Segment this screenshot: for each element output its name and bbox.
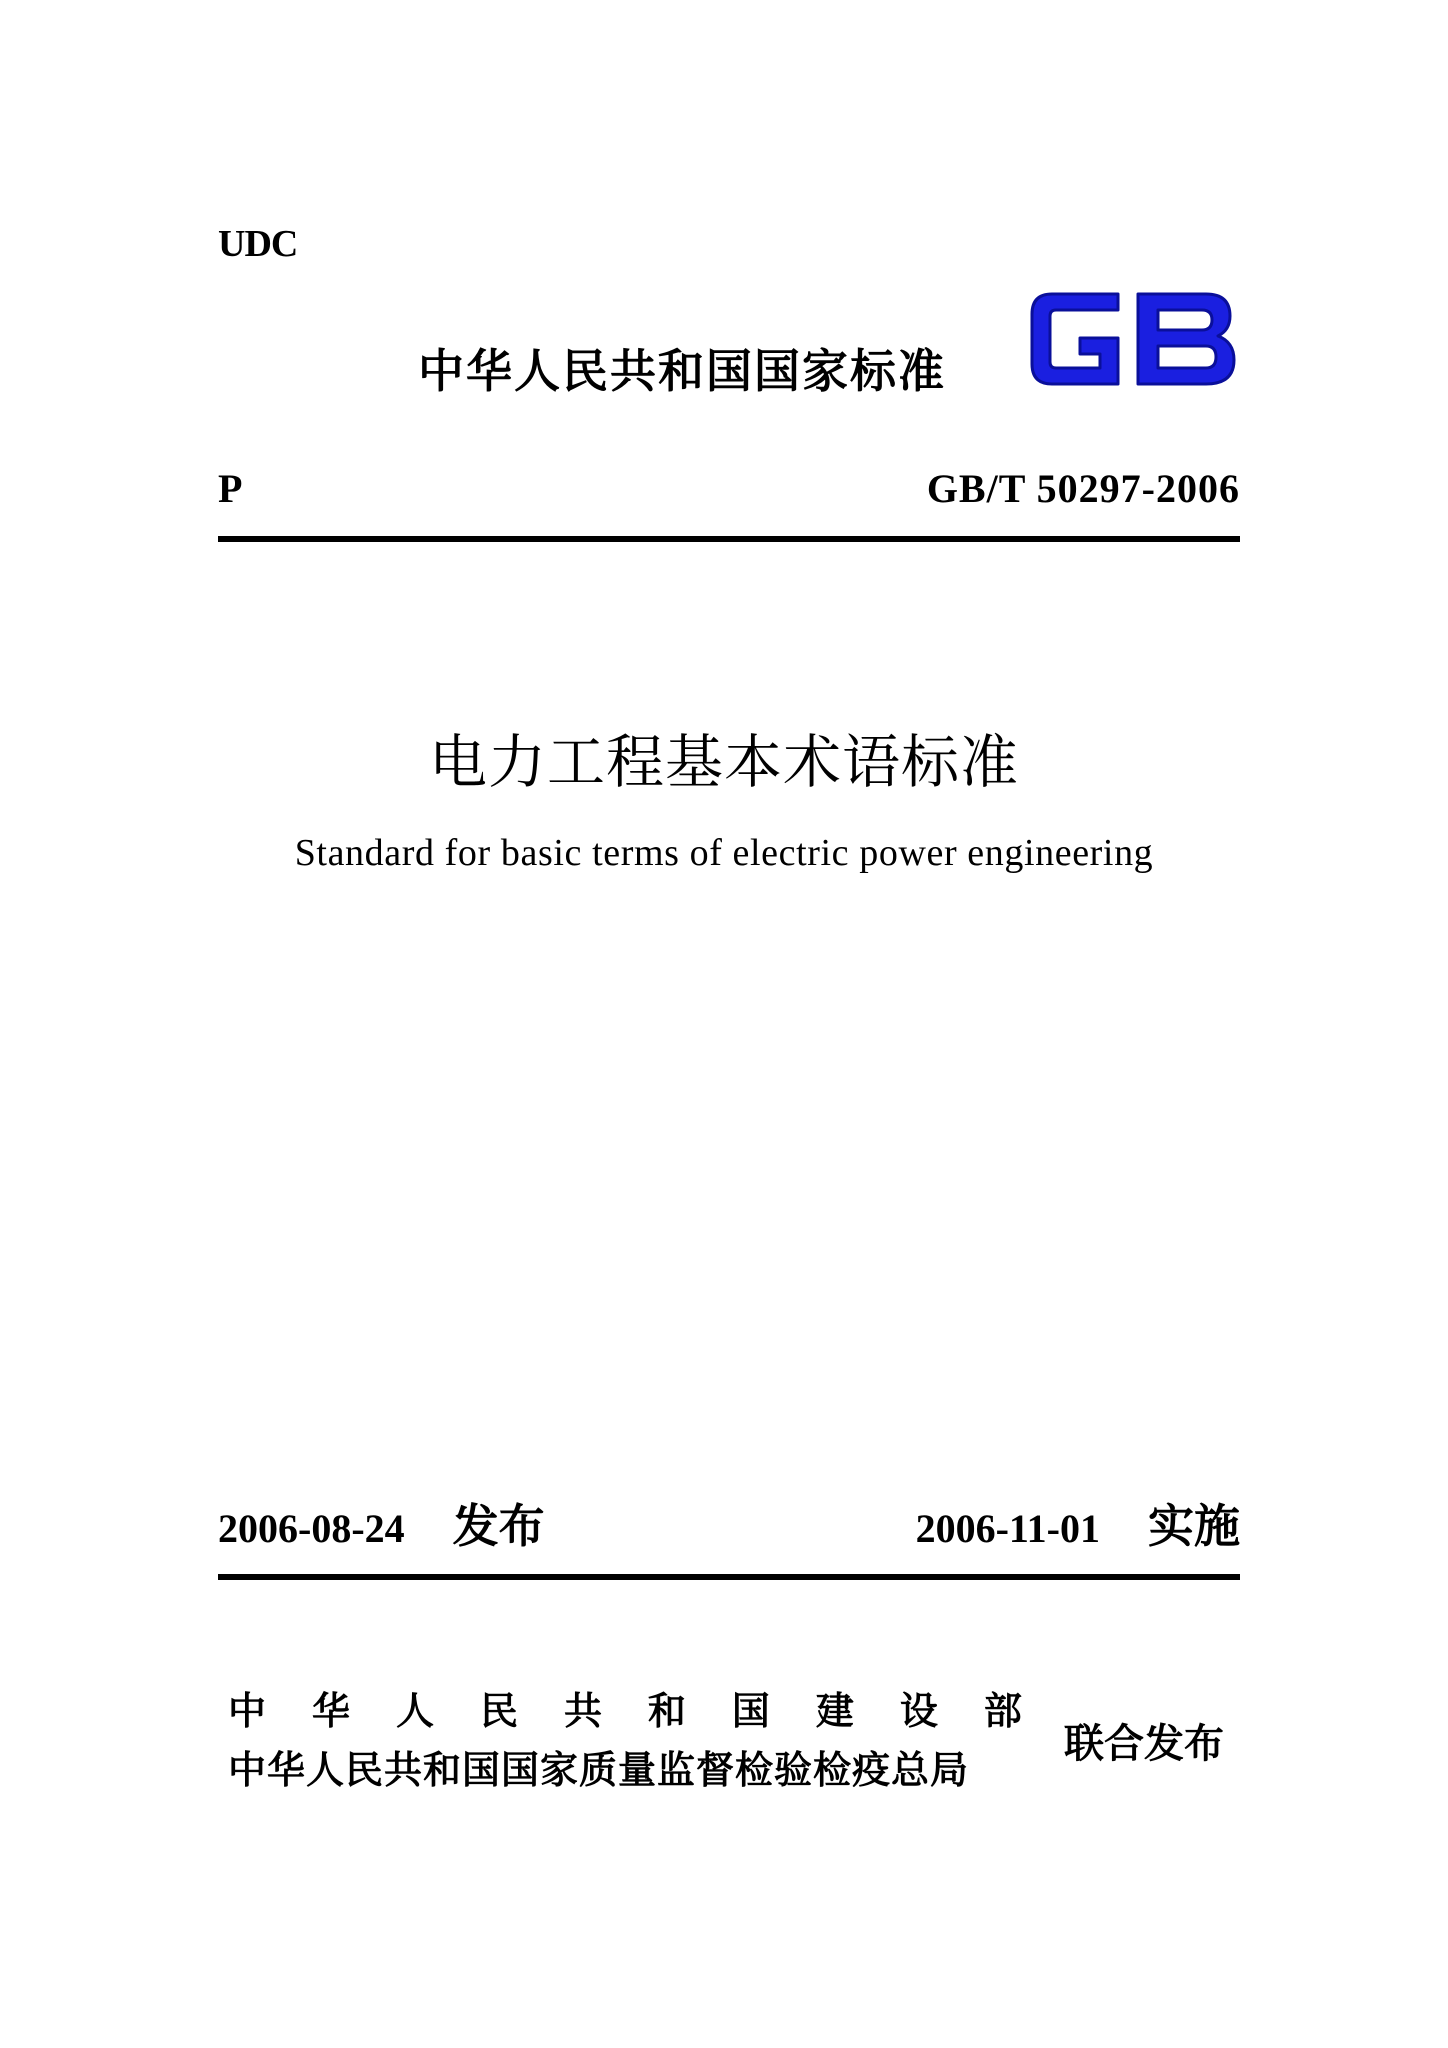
issuer-char: 和 [647, 1689, 686, 1733]
effective-date-row [916, 1490, 1240, 1556]
udc-label: UDC [218, 223, 298, 265]
publish-date-row [218, 1490, 545, 1556]
title-chinese: 电力工程基本术语标准 [428, 728, 1019, 796]
issuer-ministry [228, 1683, 1022, 1739]
classification-code: P [218, 466, 243, 511]
issuer-char: 民 [479, 1689, 518, 1733]
issuer-aqsiq: 中华人民共和国国家质量监督检验检疫总局 [228, 1748, 970, 1792]
bottom-divider [218, 1574, 1240, 1580]
issuer-char: 中 [228, 1689, 267, 1733]
publish-label: 发布 [452, 1499, 545, 1553]
issuer-char: 共 [563, 1689, 602, 1733]
standard-number: GB/T 50297-2006 [926, 466, 1240, 511]
issuer-char: 设 [899, 1689, 938, 1733]
issuer-char: 人 [395, 1689, 434, 1733]
title-english: Standard for basic terms of electric power engineering [294, 832, 1154, 874]
issuer-char: 华 [311, 1689, 350, 1733]
publish-date: 2006-08-24 [218, 1506, 405, 1551]
issuing-authorities [228, 1683, 1022, 1801]
joint-issue-label: 联合发布 [1064, 1721, 1224, 1767]
top-divider [218, 536, 1240, 542]
issuer-char: 建 [815, 1689, 854, 1733]
gb-logo [1022, 280, 1242, 398]
national-standard-heading: 中华人民共和国国家标准 [418, 344, 946, 398]
effective-date: 2006-11-01 [915, 1506, 1100, 1551]
effective-label: 实施 [1148, 1499, 1240, 1553]
issuer-char: 国 [731, 1689, 770, 1733]
issuer-char: 部 [983, 1689, 1022, 1733]
